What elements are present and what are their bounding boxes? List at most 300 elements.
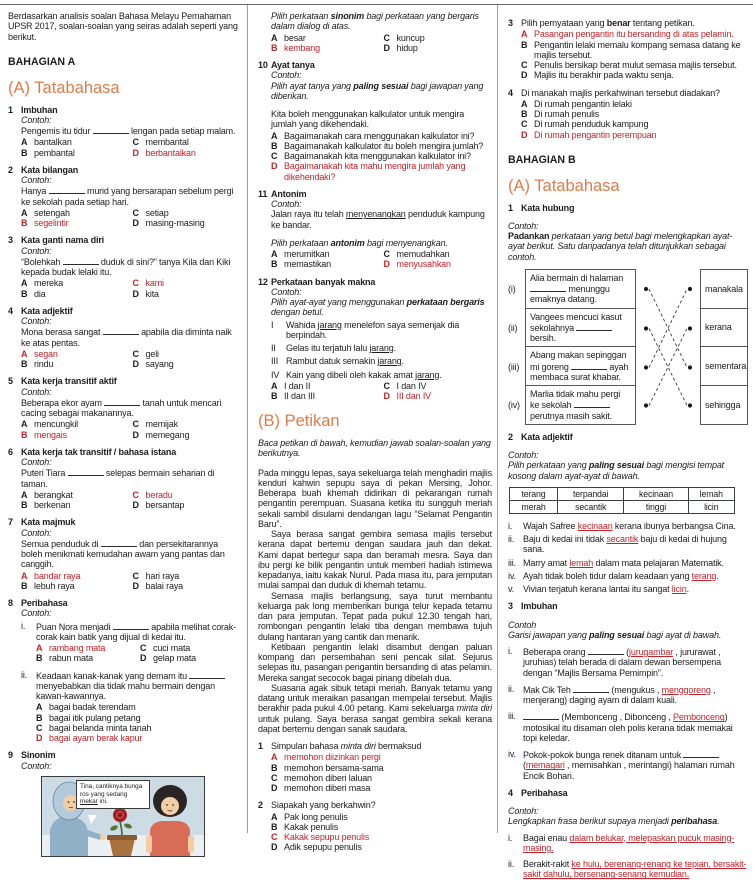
paragraph [21,185,240,207]
text-run: Abang makan sepinggan mi goreng [530,350,627,372]
option [271,773,492,783]
option-letter: A [21,419,28,430]
paragraph [21,467,240,489]
question-number: 7 [8,517,13,528]
blank-line [63,256,99,265]
question [8,306,240,370]
question-body [271,287,492,402]
options-grid [21,571,240,592]
speech-bubble [76,780,150,809]
matching-row-label: (i) [508,283,516,294]
text-run: Wajah Safree [523,520,578,531]
text-run: Contoh: [271,286,302,297]
question-title: Kata kerja tak transitif / bahasa istana [21,446,177,457]
text-run: Wahida [286,319,318,330]
question-body [521,29,748,80]
text-run: Keadaan kanak-kanak yang demam itu [36,670,190,681]
text-run: bersih. [530,333,556,344]
question-title: Kata bilangan [21,164,79,175]
paragraph [21,397,240,419]
text-run: dalam mata pelajaran Matematik. [593,557,724,568]
option-text: mengais [34,429,67,440]
option-letter: C [140,643,147,654]
passage-paragraph [258,683,492,734]
matching-row-label: (iii) [508,361,520,372]
list-item-content [286,356,492,366]
text-run: Gelas itu terjatuh lalu [286,343,370,353]
word-table-cell: secantik [558,500,624,513]
option-letter: B [521,109,528,119]
option-letter: C [271,151,278,161]
question-title: Kata adjektif [521,431,573,442]
text-run: Hanya [21,186,49,197]
option-text: bagai ayam berak kapur [49,733,143,744]
question [8,105,240,158]
list-item-content [523,684,748,706]
option [133,571,241,581]
option-letter: D [271,783,278,794]
matching-word: kerana [700,309,748,348]
paragraph [508,231,748,262]
text-run: Vangees mencuci kasut sekolahnya [530,311,622,333]
list-item [508,711,748,743]
option-text: menyusahkan [396,259,451,270]
question-title: Kata majmuk [21,517,76,528]
question-title: Kata adjektif [21,305,73,316]
option [271,812,492,822]
paragraph [21,387,240,397]
question-title [271,741,492,751]
list-item-content [523,711,748,743]
text-run: jarang [317,319,342,330]
word-table-cell: kecinaan [624,487,688,500]
question [508,18,748,81]
question-title: Imbuhan [21,104,58,115]
option [271,381,380,391]
option [271,842,492,852]
paragraph [21,608,240,618]
option [521,70,748,80]
options-grid [21,137,240,158]
option [521,40,748,61]
paragraph [21,326,240,348]
matching-row-label: (iv) [508,400,520,411]
option [271,832,492,842]
list-item [508,534,748,555]
question-header [258,800,492,810]
option-letter: C [383,380,390,391]
word-table-row [510,487,735,500]
list [271,320,492,380]
option-text: segan [34,348,58,359]
list-item-label: i. [508,646,513,657]
options-grid [271,249,492,270]
option [384,259,493,269]
options-list [521,99,748,140]
question [508,601,748,781]
question-title [271,800,492,810]
option-letter: A [271,130,278,141]
option [133,581,241,591]
option-letter: C [383,249,390,259]
option-text: kami [145,278,164,289]
text-run: ke hulu, berenang-renang ke tepian, bersakit-sakit dahulu, bersenang-senang kemudian. [523,859,747,880]
text-run: Contoh: [271,70,302,81]
question-number: 1 [258,741,263,752]
text-run: Pilih perkataan [271,237,331,248]
options-grid [36,643,240,664]
text-run: Semasa majlis berlangsung, saya turut membantu keluarga pak long memberikan bunga telur kepada tetamu dan para jemputan. Tepat pada pukul 12.30 tengah hari, rombongan pengantin lelaki tiba dengan membawa tujuh dulang hantaran yang cantik dan menarik. [258,590,492,642]
option-letter: C [132,278,139,289]
text-run: bagi perkataan yang bergaris dalam dialog di atas. [271,11,479,32]
question-header [8,447,240,457]
option [21,581,129,591]
option-text: berangkat [34,489,73,500]
blank-line [104,397,140,406]
option-text: rambang mata [49,643,106,654]
option [271,822,492,832]
option [140,653,240,663]
passage-paragraph [258,468,492,530]
text-run: Contoh [508,619,537,630]
option-text: Bagaimanakah cara menggunakan kalkulator ini? [284,130,475,141]
text-run: baju di kedai di hujung sana. [523,534,727,555]
list-item-label: iii. [508,557,516,568]
option [271,161,492,182]
question-body [21,528,240,592]
question-header [258,60,492,70]
option [271,391,380,401]
paragraph [271,70,492,80]
text-run: tentang petikan. [630,18,695,28]
text-run: Alia bermain di halaman [530,272,624,283]
matching-spacer [636,347,700,386]
word-table-cell: tinggi [624,500,688,513]
option-letter: B [271,259,278,270]
option [36,653,136,663]
option-letter: D [271,161,278,172]
question [8,165,240,229]
option-letter: A [271,752,278,763]
paragraph [21,316,240,326]
text-run: murid yang bersarapan sebelum pergi ke sekolah pada setiap hari. [21,186,234,207]
option-letter: A [21,278,28,289]
option-text: memudahkan [396,249,450,259]
option-letter: D [271,842,278,853]
paragraph [36,621,240,643]
question-header [8,235,240,245]
option-letter: B [271,140,278,151]
question-body [508,221,748,425]
matching-sentence [525,347,636,386]
text-run: Marlia tidak mahu pergi ke sekolah [530,389,621,411]
list-item-label: ii. [21,669,28,680]
option-letter: C [132,348,139,359]
option-text: bagai itik pulang petang [49,712,141,723]
option-text: Kakak sepupu penulis [284,832,370,843]
text-run: . [716,570,719,581]
option [36,723,240,733]
option-text: kembang [284,42,320,53]
question-body [21,316,240,369]
question [8,235,240,299]
list-item-label: i. [508,832,513,843]
option-text: Di rumah pengantin perempuan [534,129,657,140]
text-run: Contoh: [508,450,539,461]
text-run: kecinaan [577,520,613,531]
paragraph [271,209,492,230]
question-title: Sinonim [21,750,56,761]
option [384,43,493,53]
word-table-cell: merah [510,500,558,513]
text-run: Vivian terjatuh kerana lantai itu sangat [523,584,672,595]
passage-paragraph [258,529,492,591]
question-header [508,601,748,611]
paragraph [508,221,748,231]
option-text: memohon diberi laluan [284,772,372,783]
list [508,646,748,781]
question-number: 1 [8,104,13,115]
list-item [271,356,492,366]
option-text: memohon diberi masa [284,783,371,794]
text-run: Marry amat [523,557,570,568]
question-number: 12 [258,276,268,287]
text-run: . [717,816,720,827]
option-text: besar [284,32,306,43]
question [8,517,240,591]
question [8,750,240,857]
paragraph [271,287,492,297]
option-text: bersantap [145,500,185,511]
option [521,60,748,70]
option-text: kita [145,288,159,299]
text-run: bagi mengisi tempat kosong dalam ayat-ayat di bawah. [508,460,725,481]
option-letter: B [271,391,278,401]
option [140,643,240,653]
subsection-heading: (B) Petikan [258,412,340,431]
option [21,500,129,510]
question-body [508,806,748,880]
option [21,208,129,218]
option [271,33,380,43]
option [521,29,748,39]
text-run: dalam belukar, melepaskan pucuk masing-masing. [523,832,735,853]
text-run: untuk pulang. Saya berasa sangat gembira sekali kerana dapat bertemu dengan sanak saudara. [258,713,492,734]
option-text: Bagaimanakah kita menggunakan kalkulator ini? [284,151,471,161]
text-run: Bagai enau [523,832,570,843]
option-letter: C [132,137,139,148]
question-body [21,175,240,228]
question-header [508,18,748,28]
text-run: kerana ibunya berbangsa Cina. [612,520,736,531]
list-item-content [286,370,492,380]
paragraph [271,109,492,130]
option-text: Majlis itu berakhir pada waktu senja. [534,70,674,81]
option-letter: A [521,29,528,40]
text-run: lengan pada setiap malam. [128,126,236,137]
text-run: Ayah tidak boleh tidur dalam keadaan yang [523,570,692,581]
text-run: menyebabkan dia tidak mahu bermain dengan kawan-kawannya. [36,680,215,702]
question [508,203,748,425]
text-run: minta diri [456,703,492,714]
blank-line [49,185,85,194]
question-header [8,376,240,386]
question-header [8,165,240,175]
paragraph [21,538,240,570]
option-letter: A [271,249,278,259]
paragraph [21,256,240,278]
question-header [8,105,240,115]
list-item-label: iv. [508,570,516,581]
list-item [21,670,240,744]
paragraph [8,11,240,42]
option [133,359,241,369]
option-text: kuncup [396,32,425,43]
option-text: Bagaimanakah kalkulator itu boleh mengira jumlah? [284,140,484,151]
option-letter: C [132,207,139,218]
option [21,289,129,299]
text-run: penduduk kampung ke bandar. [271,209,485,230]
option-text: memijak [145,419,178,430]
option-letter: C [521,60,528,70]
list-item-label: II [271,343,276,353]
text-run: Puteri Tiara [21,468,68,479]
paragraph [271,238,492,248]
text-run: Simpulan bahasa [271,741,341,752]
option [36,643,136,653]
option-letter: A [36,702,43,713]
option [133,137,241,147]
list-item [508,521,748,531]
option-text: Di rumah penulis [534,109,600,119]
passage-paragraph [258,591,492,642]
text-run: peribahasa [671,816,718,827]
question-body [21,115,240,158]
blank-line [103,326,139,335]
text-run: . [401,356,404,367]
option-text: pembantal [34,147,75,158]
list-item [271,320,492,341]
text-run: , menjerang) daging ayam di dalam kuali. [523,684,716,706]
column-2 [258,11,492,880]
question [508,788,748,880]
text-run: Pilih perkataan [271,11,331,21]
page-top-rule [0,4,753,5]
option [521,130,748,140]
list-item-label: IV [271,369,280,380]
list-item [508,684,748,706]
option-text: sayang [145,359,174,370]
option-letter: D [132,359,139,370]
passage [258,468,492,735]
page-columns [8,11,748,880]
question-title: Ayat tanya [271,60,315,70]
option-text: bantalkan [34,137,72,148]
option [21,278,129,288]
question-title: Imbuhan [521,601,558,612]
passage-paragraph [258,642,492,683]
option [271,752,492,762]
question-header [8,750,240,760]
option [521,99,748,109]
option-text: mencungkil [34,419,79,430]
blank-line [574,399,610,408]
question-body [508,620,748,781]
option-text: merumitkan [284,249,330,259]
option [133,430,241,440]
question-title: Peribahasa [21,598,68,609]
text-run: Beberapa orang [523,647,588,658]
option [133,218,241,228]
blank-line [93,125,129,134]
text-run: Saya berasa sangat gembira semasa majlis tersebut kerana dapat bertemu dengan saudara jauh dan dekat. Kami dapat bertegur sapa dan beramah mesra. Saya dan ibu pergi ke bilik pengantin untuk memberi hadiah istimewa kepadanya, iaitu kakak Nurul. Pada masa itu, para jemputan mulai sampai dan duduk di khemah tetamu. [258,529,492,591]
text-run: minta diri [340,741,376,752]
option-text: Pasangan pengantin itu bersanding di atas pelamin. [534,29,734,40]
option-letter: C [521,119,528,130]
blank-line [588,646,624,655]
text-run: dengan betul. [271,307,324,318]
speech-bubble-tail [88,815,97,824]
list-item-content [523,584,748,594]
list-item [21,621,240,664]
text-run: paling sesuai [588,460,644,471]
option-text: Kakak penulis [284,821,339,832]
section-heading: BAHAGIAN A [8,55,76,68]
text-run: Di manakah majlis perkahwinan tersebut diadakan? [521,87,720,98]
question-number: 2 [258,800,263,811]
question-header [508,203,748,213]
options-grid [21,349,240,370]
option [21,349,129,359]
text-run: . [439,369,442,380]
paragraph [21,528,240,538]
option [133,500,241,510]
option-letter: B [271,762,278,773]
option-letter: B [521,39,528,50]
paragraph [21,175,240,185]
options-list [271,812,492,853]
option-text: masing-masing [145,218,205,229]
option [21,430,129,440]
question-number: 8 [8,598,13,609]
text-run: terang [691,570,717,581]
text-run: Contoh: [508,220,539,231]
option-text: bagai belanda minta tanah [49,722,152,733]
option-letter: C [132,489,139,500]
option [384,391,493,401]
option-letter: C [132,570,139,581]
question-number: 3 [508,601,513,612]
paragraph [258,438,492,459]
option-letter: A [21,570,28,581]
text-run: Pilih ayat-ayat yang menggunakan [271,297,407,307]
illustration [41,776,205,857]
question [258,60,492,182]
list-item-label: ii. [508,859,515,870]
list-item [508,571,748,581]
question-header [258,741,492,751]
section-heading: BAHAGIAN B [508,153,576,166]
option [133,148,241,158]
option-text: bagai badak terendam [49,702,136,713]
list-item-content [523,571,748,581]
text-run: Berdasarkan analisis soalan Bahasa Melayu Pemahaman UPSR 2017, soalan-soalan yang seiras adalah seperti yang berikut. [8,11,238,42]
option [271,43,380,53]
paragraph [508,620,748,630]
blank-line [571,361,607,370]
list-item-content [523,749,748,781]
word-table [509,487,735,514]
